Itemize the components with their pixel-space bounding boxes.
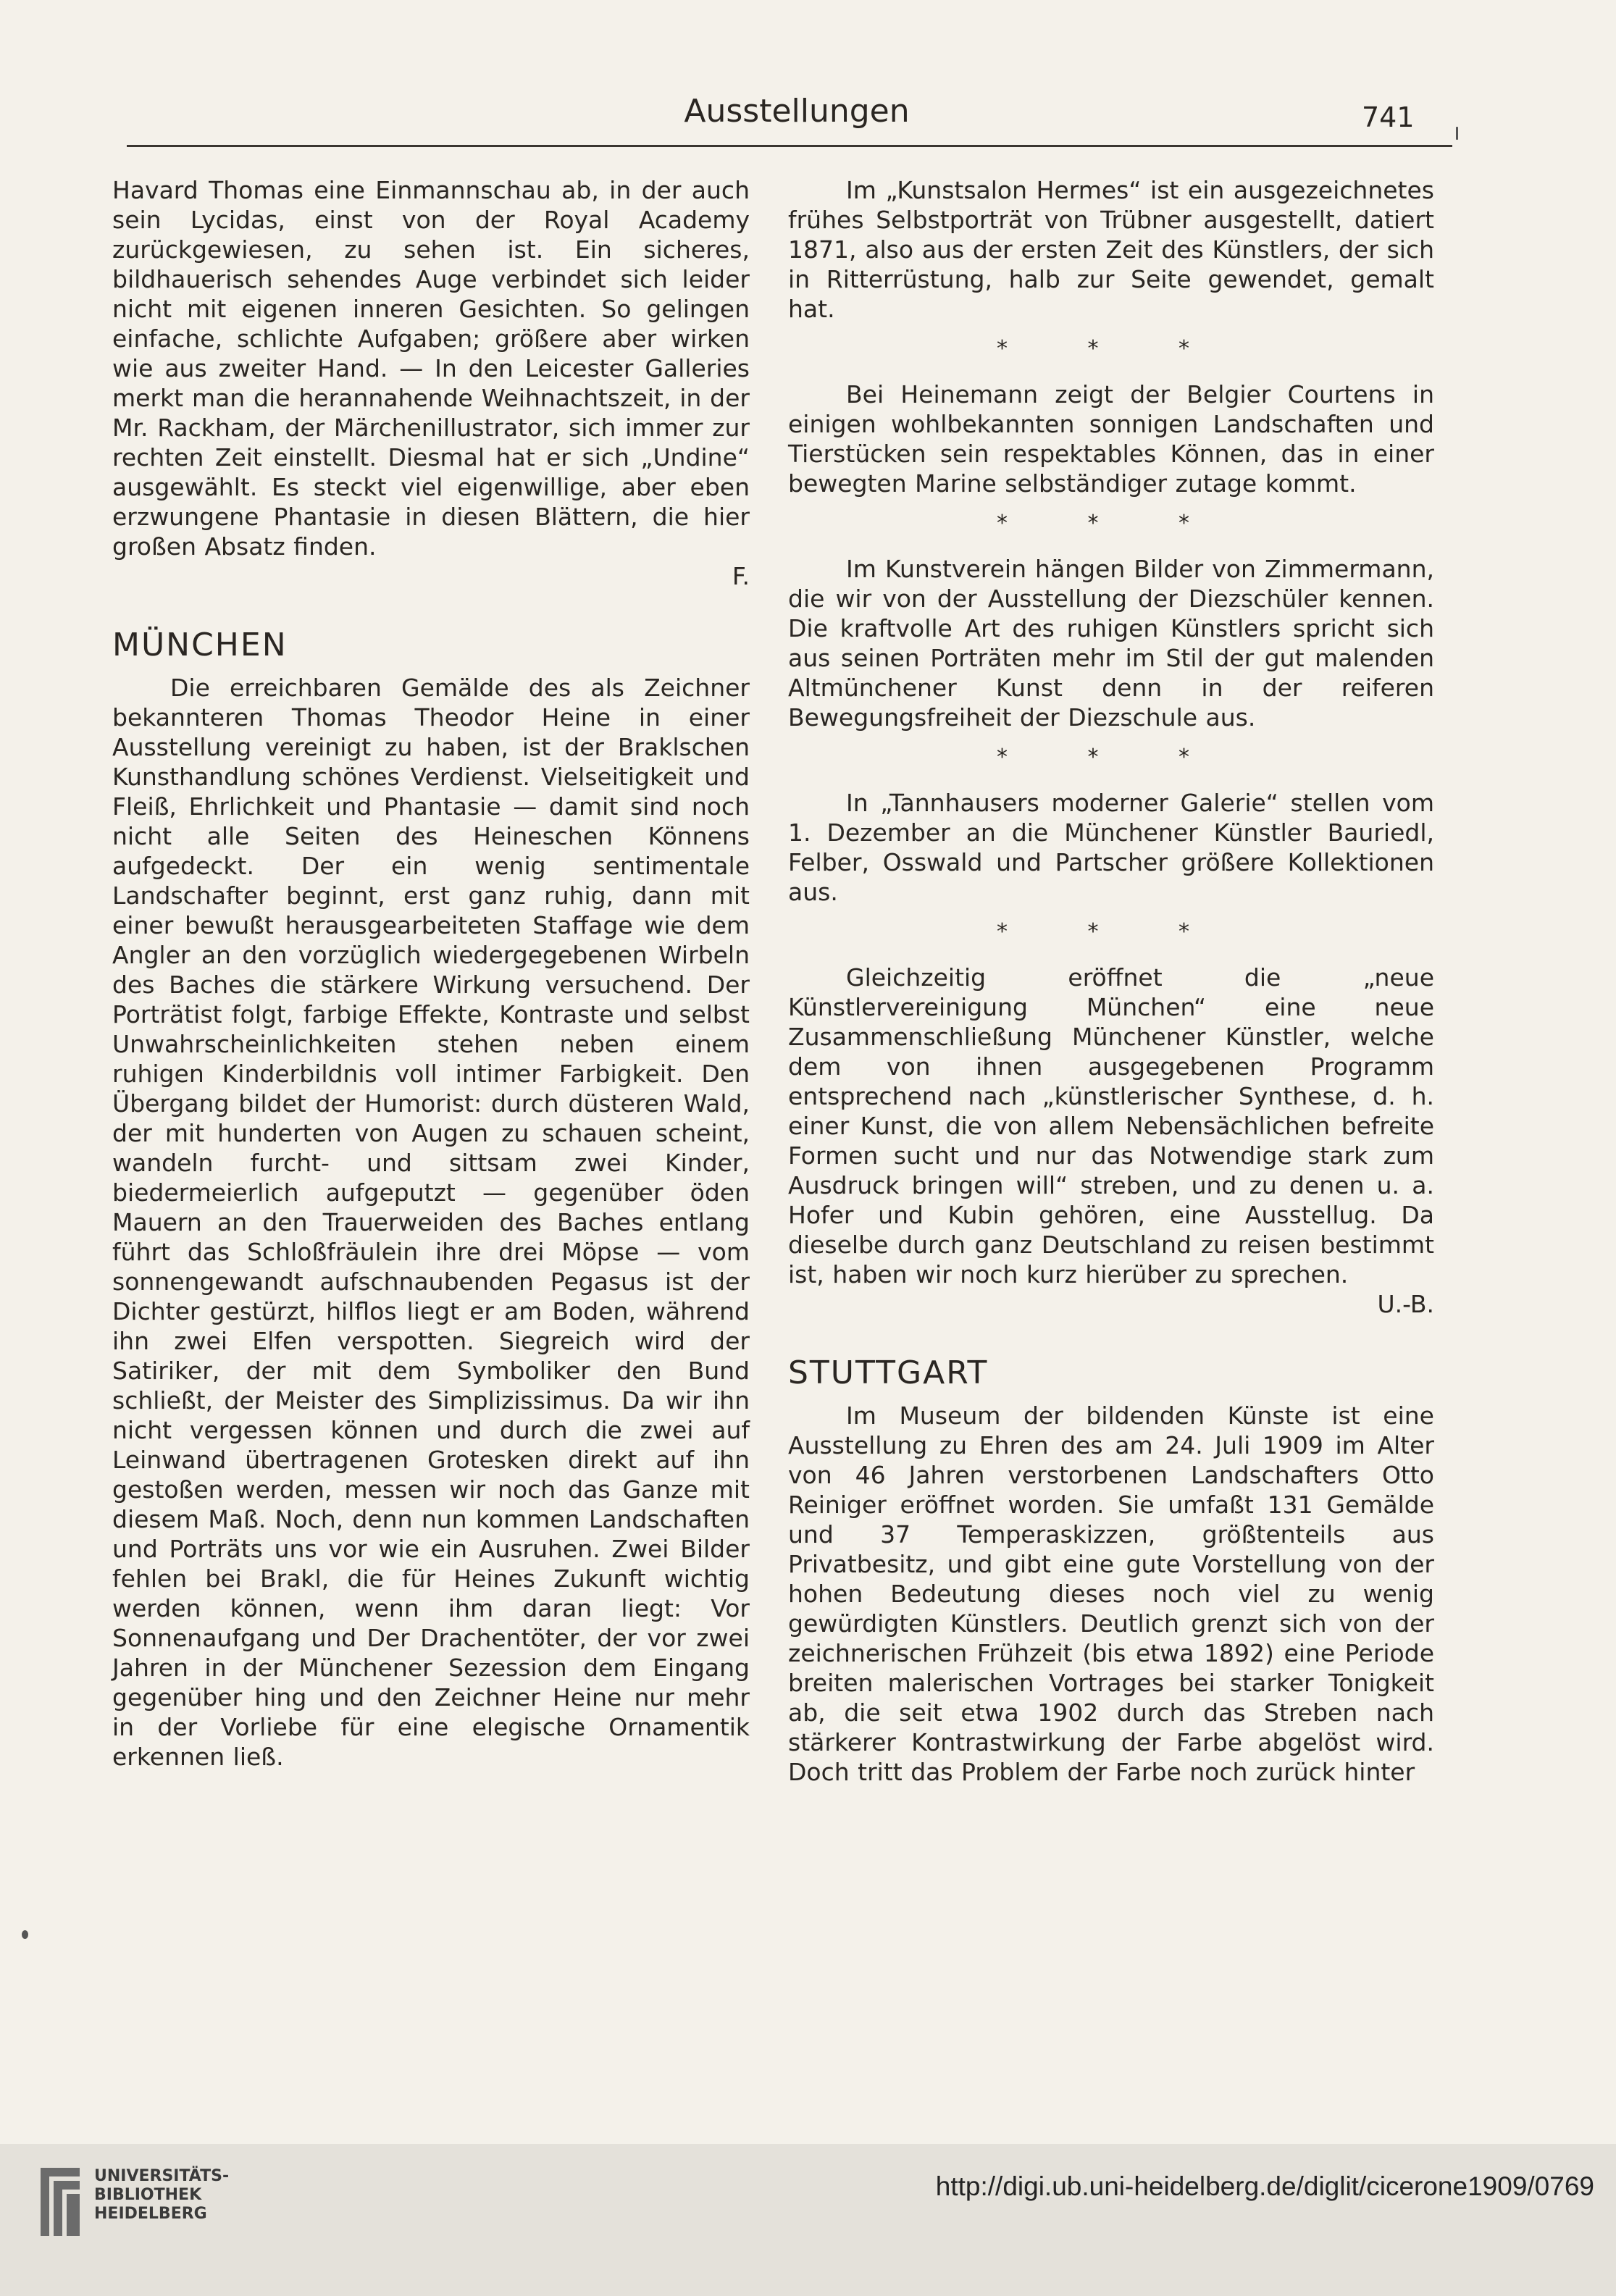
right-paragraph-5: Gleichzeitig eröffnet die „neue Künstlervereinigung München“ eine neue Zusammenschließung Münchener Künstler, welche dem von ihnen ausgegebenen Programm entsprechend nach „künstlerischer Synthese, d. h. einer Kunst, die von allem Nebensächlichen befreite Formen sucht und nur das Notwendige stark zum Ausdruck bringen will“ streben, und zu denen u. a. Hofer und Kubin gehören, eine Ausstellug. Da dieselbe durch ganz Deutschland zu reisen bestimmt ist, haben wir noch kurz hierüber zu sprechen. (788, 963, 1434, 1289)
right-paragraph-1: Im „Kunstsalon Hermes“ ist ein ausgezeichnetes frühes Selbstporträt von Trübner ausgestellt, datiert 1871, also aus der ersten Zeit des Künstlers, der sich in Ritterrüstung, halb zur Seite gewendet, gemalt hat. (788, 176, 1434, 323)
library-name-line3: HEIDELBERG (94, 2205, 207, 2223)
right-paragraph-2: Bei Heinemann zeigt der Belgier Courtens in einigen wohlbekannten sonnigen Landschaften und Tierstücken sein respektables Können, das in einer bewegten Marine selbständiger zutage kommt. (788, 380, 1434, 498)
library-name-line2: BIBLIOTHEK (94, 2186, 202, 2204)
scan-speck (22, 1930, 28, 1939)
right-paragraph-6: Im Museum der bildenden Künste ist eine Ausstellung zu Ehren des am 24. Juli 1909 im Alter von 46 Jahren verstorbenen Landschafters Otto Reiniger eröffnet worden. Sie umfaßt 131 Gemälde und 37 Temperaskizzen, größtenteils aus Privatbesitz, und gibt eine gute Vorstellung von der hohen Bedeutung dieses noch viel zu wenig gewürdigten Künstlers. Deutlich grenzt sich von der zeichnerischen Frühzeit (bis etwa 1892) eine Periode breiten malerischen Vortrages bei starker Tonigkeit ab, die seit etwa 1902 durch das Streben nach stärkerer Kontrastwirkung der Farbe abgelöst wird. Doch tritt das Problem der Farbe noch zurück hinter (788, 1402, 1434, 1786)
library-name (94, 2167, 229, 2224)
signature-f: F. (732, 562, 750, 590)
left-column (112, 175, 750, 1772)
page-number: 741 (1362, 101, 1415, 133)
right-paragraph-3: Im Kunstverein hängen Bilder von Zimmermann, die wir von der Ausstellung der Diezschüler kennen. Die kraftvolle Art des ruhigen Künstlers spricht sich aus seinen Porträten mehr im Stil der gut malenden Altmünchener Kunst denn in der reiferen Bewegungsfreiheit der Diezschule aus. (788, 555, 1434, 732)
header-rule (127, 145, 1452, 147)
left-paragraph-1: Havard Thomas eine Einmannschau ab, in der auch sein Lycidas, einst von der Royal Academy zurückgewiesen, zu sehen ist. Ein sicheres, bildhauerisch sehendes Auge verbindet sich leider nicht mit eigenen inneren Gesichten. So gelingen einfache, schlichte Aufgaben; größere aber wirken wie aus zweiter Hand. — In den Leicester Galleries merkt man die herannahende Weihnachtszeit, in der Mr. Rackham, der Märchenillustrator, sich immer zur rechten Zeit einstellt. Diesmal hat er sich „Undine“ ausgewählt. Es steckt viel eigenwillige, aber eben erzwungene Phantasie in diesen Blättern, die hier großen Absatz finden. (112, 176, 750, 561)
separator-asterisks: * * * (996, 336, 1226, 361)
separator-asterisks: * * * (996, 919, 1226, 944)
separator-asterisks: * * * (996, 745, 1226, 770)
source-url-link[interactable]: http://digi.ub.uni-heidelberg.de/diglit/cicerone1909/0769 (935, 2171, 1594, 2201)
section-heading-muenchen: MÜNCHEN (112, 627, 288, 663)
separator-asterisks: * * * (996, 511, 1226, 536)
library-logo-icon (35, 2162, 85, 2242)
right-paragraph-4: In „Tannhausers moderner Galerie“ stellen vom 1. Dezember an die Münchener Künstler Bauriedl, Felber, Osswald und Partscher größere Kollektionen aus. (788, 789, 1434, 906)
section-heading-stuttgart: STUTTGART (788, 1354, 989, 1391)
footer-bar (0, 2144, 1616, 2296)
scan-mark (1456, 127, 1458, 140)
right-column (788, 175, 1434, 1787)
running-header-title: Ausstellungen (684, 93, 910, 130)
signature-ub: U.-B. (1377, 1290, 1434, 1318)
library-name-line1: UNIVERSITÄTS- (94, 2167, 230, 2185)
left-paragraph-2: Die erreichbaren Gemälde des als Zeichner bekannteren Thomas Theodor Heine in einer Ausstellung vereinigt zu haben, ist der Braklschen Kunsthandlung schönes Verdienst. Vielseitigkeit und Fleiß, Ehrlichkeit und Phantasie — damit sind noch nicht alle Seiten des Heineschen Könnens aufgedeckt. Der ein wenig sentimentale Landschafter beginnt, erst ganz ruhig, dann mit einer bewußt herausgearbeiteten Staffage wie dem Angler an den vorzüglich wiedergegebenen Wirbeln des Baches die stärkere Wirkung versuchend. Der Porträtist folgt, farbige Effekte, Kontraste und selbst Unwahrscheinlichkeiten stehen neben einem ruhigen Kinderbildnis voll intimer Farbigkeit. Den Übergang bildet der Humorist: durch düsteren Wald, der mit hunderten von Augen zu schauen scheint, wandeln furcht- und sittsam zwei Kinder, biedermeierlich aufgeputzt — gegenüber öden Mauern an den Trauerweiden des Baches entlang führt das Schloßfräulein ihre drei Möpse — vom sonnengewandt aufschnaubenden Pegasus ist der Dichter gestürzt, hilflos liegt er am Boden, während ihn zwei Elfen verspotten. Siegreich wird der Satiriker, der mit dem Symboliker den Bund schließt, der Meister des Simplizissimus. Da wir ihn nicht vergessen können und durch die zwei auf Leinwand übertragenen Grotesken direkt auf ihn gestoßen werden, messen wir noch das Ganze mit diesem Maß. Noch, denn nun kommen Landschaften und Porträts uns vor wie ein Ausruhen. Zwei Bilder fehlen bei Brakl, die für Heines Zukunft wichtig werden können, wenn ihm daran liegt: Vor Sonnenaufgang und Der Drachentöter, der vor zwei Jahren in der Münchener Sezession dem Eingang gegenüber hing und den Zeichner Heine nur mehr in der Vorliebe für eine elegische Ornamentik erkennen ließ. (112, 674, 750, 1771)
